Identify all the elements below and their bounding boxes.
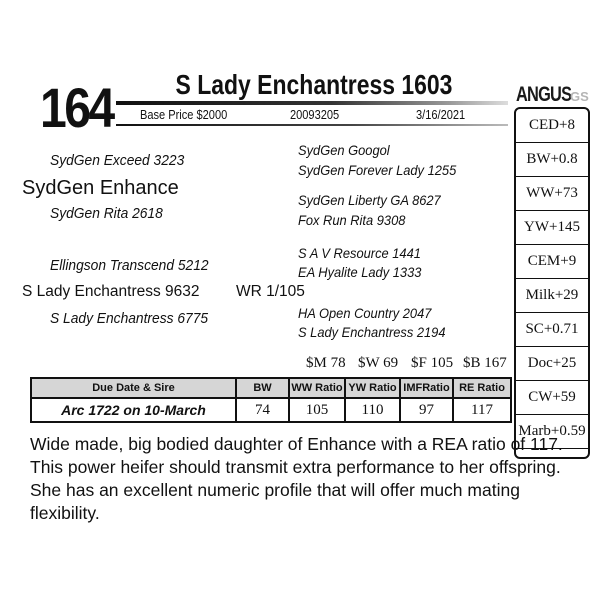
pedigree-dam-sire: Ellingson Transcend 5212 xyxy=(50,257,209,274)
cell-ww-ratio: 105 xyxy=(289,398,345,422)
pedigree-dam-dam: S Lady Enchantress 6775 xyxy=(50,310,209,327)
lot-comments: Wide made, big bodied daughter of Enhance with a REA ratio of 117. This power heifer should transmit extra performance to her offspring. She has an excellent numeric profile that will offer much mating flexibility. xyxy=(30,434,563,523)
cell-due-date-sire: Arc 1722 on 10-March xyxy=(31,398,236,422)
header-bw: BW xyxy=(236,378,289,398)
epd-ced: CED+8 xyxy=(516,109,588,143)
pedigree-sds: SydGen Liberty GA 8627 xyxy=(298,192,441,208)
epd-cem: CEM+9 xyxy=(516,245,588,279)
cell-re-ratio: 117 xyxy=(453,398,511,422)
index-b: $B 167 xyxy=(463,355,507,371)
pedigree-dds: HA Open Country 2047 xyxy=(298,305,432,321)
logo-angus-text: ANGUS xyxy=(516,83,572,106)
header-due-date-sire: Due Date & Sire xyxy=(31,378,236,398)
epd-column xyxy=(514,107,590,459)
lot-number: 164 xyxy=(40,76,113,139)
epd-cw: CW+59 xyxy=(516,381,588,415)
header-ww-ratio: WW Ratio xyxy=(289,378,345,398)
pedigree-sire-sire: SydGen Exceed 3223 xyxy=(50,152,185,169)
title-underline xyxy=(116,101,508,105)
epd-doc: Doc+25 xyxy=(516,347,588,381)
index-f: $F 105 xyxy=(411,355,454,371)
epd-bw: BW+0.8 xyxy=(516,143,588,177)
pedigree-sss: SydGen Googol xyxy=(298,142,390,158)
logo-gs-text: GS xyxy=(570,89,589,104)
epd-milk: Milk+29 xyxy=(516,279,588,313)
pedigree-dsd: EA Hyalite Lady 1333 xyxy=(298,264,422,280)
table-header-row xyxy=(31,378,511,398)
pedigree-ssd: SydGen Forever Lady 1255 xyxy=(298,162,457,178)
header-re-ratio: RE Ratio xyxy=(453,378,511,398)
ratio-table xyxy=(30,377,512,423)
pedigree-ddd: S Lady Enchantress 2194 xyxy=(298,324,446,340)
cell-imf-ratio: 97 xyxy=(400,398,453,422)
cell-yw-ratio: 110 xyxy=(345,398,400,422)
table-row xyxy=(31,398,511,422)
registration-number: 20093205 xyxy=(290,107,340,122)
pedigree-dss: S A V Resource 1441 xyxy=(298,245,421,261)
cell-bw: 74 xyxy=(236,398,289,422)
epd-yw: YW+145 xyxy=(516,211,588,245)
epd-marb: Marb+0.59 xyxy=(516,415,588,449)
birth-date: 3/16/2021 xyxy=(416,107,466,122)
epd-ww: WW+73 xyxy=(516,177,588,211)
base-price: Base Price $2000 xyxy=(140,107,228,122)
angus-gs-logo xyxy=(516,84,594,106)
pedigree-sire: SydGen Enhance xyxy=(22,177,179,199)
dam-wr: WR 1/105 xyxy=(236,283,305,300)
header-yw-ratio: YW Ratio xyxy=(345,378,400,398)
header-imf-ratio: IMFRatio xyxy=(400,378,453,398)
pedigree-sdd: Fox Run Rita 9308 xyxy=(298,212,406,228)
pedigree-sire-dam: SydGen Rita 2618 xyxy=(50,205,163,222)
index-m: $M 78 xyxy=(306,355,346,371)
epd-sc: SC+0.71 xyxy=(516,313,588,347)
animal-name: S Lady Enchantress 1603 xyxy=(175,69,453,100)
pedigree-dam: S Lady Enchantress 9632 xyxy=(22,283,200,300)
info-underline xyxy=(116,124,508,126)
index-w: $W 69 xyxy=(358,355,399,371)
